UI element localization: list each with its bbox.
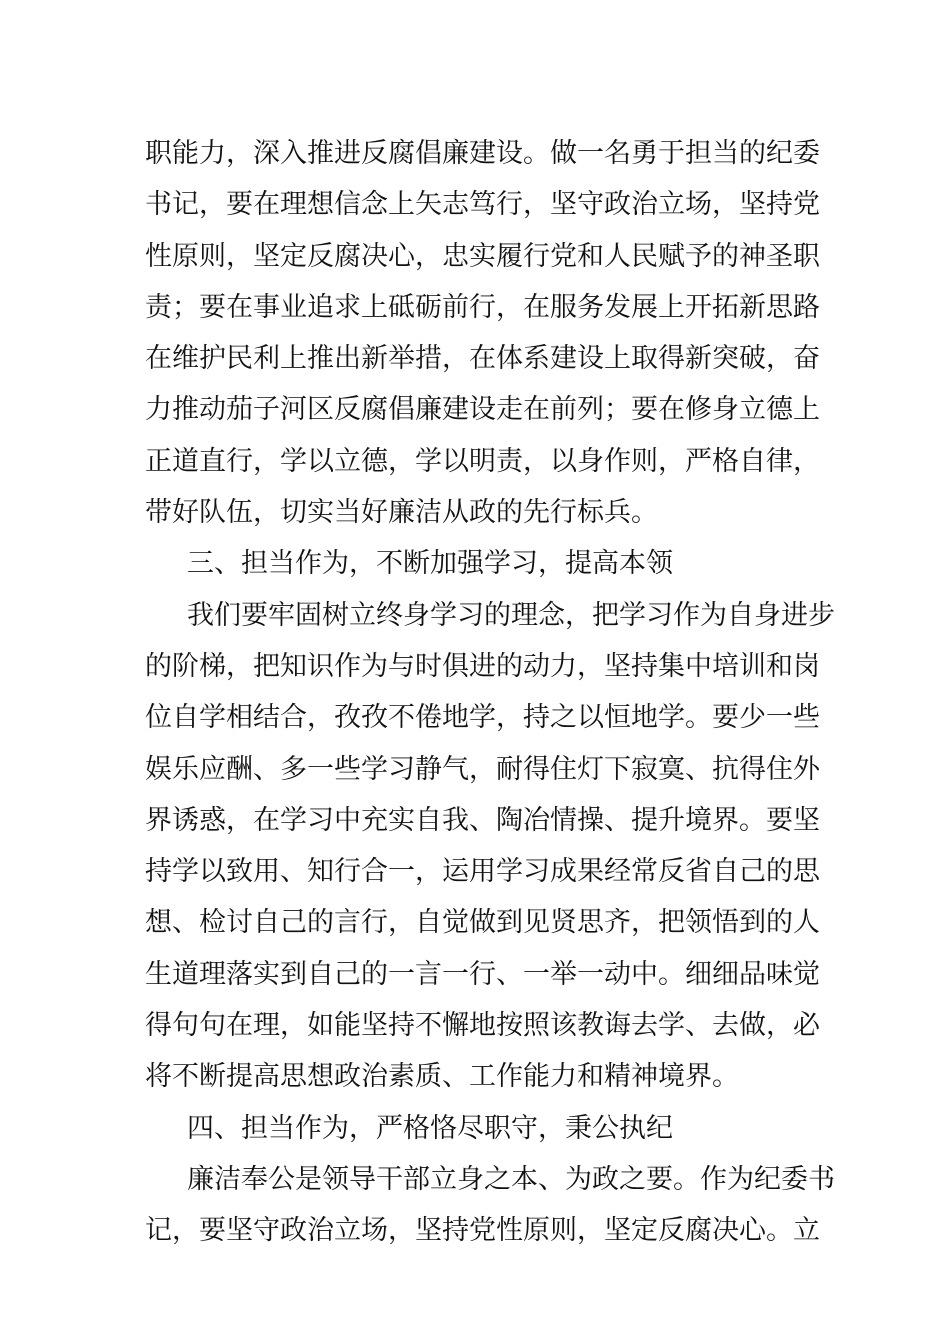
text-line: 界诱惑，在学习中充实自我、陶冶情操、提升境界。要坚 xyxy=(145,804,820,836)
body-text xyxy=(145,128,835,1257)
text-line: 廉洁奉公是领导干部立身之本、为政之要。作为纪委书 xyxy=(187,1163,835,1195)
text-line: 带好队伍，切实当好廉洁从政的先行标兵。 xyxy=(145,497,658,529)
text-line: 持学以致用、知行合一，运用学习成果经常反省自己的思 xyxy=(145,856,820,888)
text-line: 责；要在事业追求上砥砺前行，在服务发展上开拓新思路 xyxy=(145,291,820,323)
text-line: 我们要牢固树立终身学习的理念，把学习作为自身进步 xyxy=(187,599,835,631)
section-heading: 三、担当作为，不断加强学习，提高本领 xyxy=(187,548,673,580)
text-line: 位自学相结合，孜孜不倦地学，持之以恒地学。要少一些 xyxy=(145,702,820,734)
section-heading: 四、担当作为，严格恪尽职守，秉公执纪 xyxy=(187,1112,673,1144)
text-line: 职能力，深入推进反腐倡廉建设。做一名勇于担当的纪委 xyxy=(145,138,820,169)
text-line: 的阶梯，把知识作为与时俱进的动力，坚持集中培训和岗 xyxy=(145,650,820,682)
text-line: 在维护民利上推出新举措，在体系建设上取得新突破，奋 xyxy=(145,343,820,375)
text-line: 正道直行，学以立德，学以明责，以身作则，严格自律， xyxy=(145,445,820,477)
text-line: 记，要坚守政治立场，坚持党性原则，坚定反腐决心。立 xyxy=(145,1215,820,1247)
text-line: 得句句在理，如能坚持不懈地按照该教诲去学、去做，必 xyxy=(145,1010,820,1042)
text-line: 书记，要在理想信念上矢志笃行，坚守政治立场，坚持党 xyxy=(145,189,820,221)
text-line: 力推动茄子河区反腐倡廉建设走在前列；要在修身立德上 xyxy=(145,394,820,426)
text-line: 想、检讨自己的言行，自觉做到见贤思齐，把领悟到的人 xyxy=(145,907,820,939)
text-line: 性原则，坚定反腐决心，忠实履行党和人民赋予的神圣职 xyxy=(145,240,820,272)
text-line: 生道理落实到自己的一言一行、一举一动中。细细品味觉 xyxy=(145,958,820,990)
text-line: 娱乐应酬、多一些学习静气，耐得住灯下寂寞、抗得住外 xyxy=(145,753,820,785)
text-line: 将不断提高思想政治素质、工作能力和精神境界。 xyxy=(145,1061,739,1093)
